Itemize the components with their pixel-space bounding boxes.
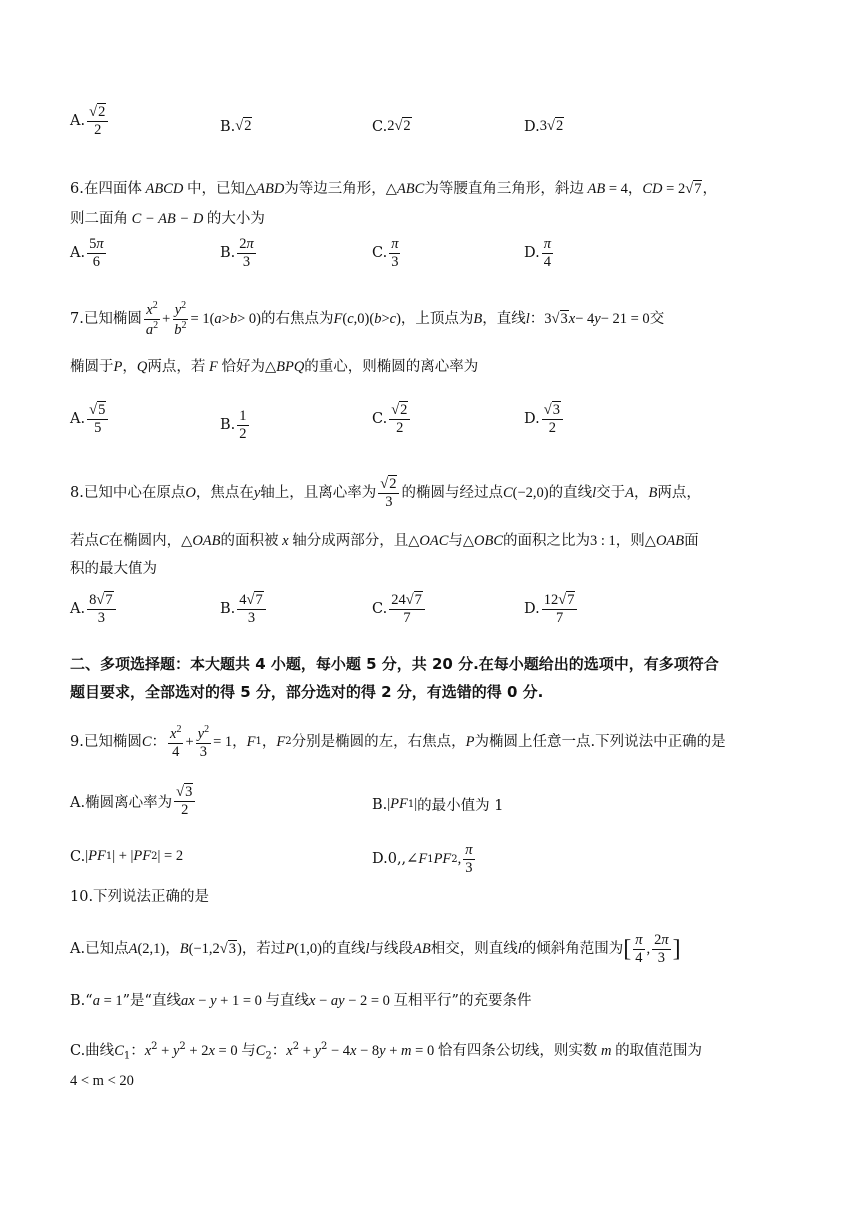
q8-option-a: A. $\frac{8√7}{3}$ — [70, 592, 118, 626]
section2-heading-line2: 题目要求，全部选对的得 5 分，部分选对的得 2 分，有选错的得 0 分. — [70, 683, 544, 701]
q9-option-a: A.椭圆离心率为 $\frac{√3}{2}$ — [70, 784, 197, 818]
q8-stem-line2: 若点C在椭圆内，△OAB的面积被 x 轴分成两部分，且△OAC与△OBC的面积之比为3 : 1，则△OAB面 — [70, 533, 699, 549]
section2-heading-line1: 二、多项选择题：本大题共 4 小题，每小题 5 分，共 20 分.在每小题给出的选项中，有多项符合 — [70, 655, 719, 673]
q7-option-a: A. $\frac{√5}{5}$ — [70, 402, 110, 436]
q6-option-a: A. $\frac{5\pi}{6}$ — [70, 236, 104, 270]
q8-option-b: B. $\frac{4√7}{3}$ — [220, 592, 268, 626]
q6-option-b: B. $\frac{2\pi}{3}$ — [220, 236, 254, 270]
q7-option-b: B. $\frac{1}{2}$ — [220, 408, 247, 442]
q5-option-c: C. 2 √2 — [372, 118, 411, 135]
q8-stem-line3: 积的最大值为 — [70, 561, 157, 577]
q7-option-c: C. $\frac{√2}{2}$ — [372, 402, 412, 436]
q10-option-c-line2: 4 < m < 20 — [70, 1073, 134, 1089]
q8-option-c: C. $\frac{24√7}{7}$ — [372, 592, 427, 626]
q8-stem-line1: 8.已知中心在原点 O ，焦点在 y 轴上，且离心率为 $\frac{√2}{3}$ 的椭圆与经过点 C (−2,0) 的直线 l 交于 A ， B 两点， — [70, 476, 701, 510]
q10-option-b: B.“a = 1”是“直线ax − y + 1 = 0 与直线x − ay − 2 = 0 互相平行”的充要条件 — [70, 993, 532, 1009]
q10-option-a: A.已知点 A (2,1) ， B (−1,2 √3 ) ，若过 P (1,0) 的直线 l 与线段 AB 相交，则直线 l 的倾斜角范围为 [ $\frac{\pi}{4}$ , $\frac{2\pi}{3}$ ] — [70, 932, 681, 966]
q7-stem-line1: 7.已知椭圆 $\frac{x^2}{a^2}$ + $\frac{y^2}{b^2}$ = 1( a > b > 0) 的右焦点为 F ( c ,0)( b > c ) ，上顶点为 B ，直线 l ：3 √3 x − 4 y − 21 = 0 交 — [70, 300, 665, 338]
q8-option-d: D. $\frac{12√7}{7}$ — [524, 592, 579, 626]
q10-title: 10.下列说法正确的是 — [70, 889, 210, 905]
q9-stem: 9.已知椭圆 C ： $\frac{x^2}{4}$ + $\frac{y^2}{3}$ = 1 ， F 1 ， F 2 分别是椭圆的左，右焦点， P 为椭圆上任意一点.下列说法中正确的是 — [70, 724, 726, 760]
q9-option-d: D.0,, ∠ F 1 PF 2 , $\frac{\pi}{3}$ — [372, 842, 473, 876]
q5-option-d: D. 3 √2 — [524, 118, 564, 135]
q6-option-c: C. $\frac{\pi}{3}$ — [372, 236, 399, 270]
q7-stem-line2: 椭圆于P，Q两点，若 F 恰好为△BPQ的重心，则椭圆的离心率为 — [70, 359, 479, 375]
q5-option-b: B. √2 — [220, 118, 252, 135]
q7-option-d: D. $\frac{√3}{2}$ — [524, 402, 565, 436]
q5-option-a: A. $\frac{√2}{2}$ — [70, 104, 110, 138]
q9-option-c: C. | PF 1 | + | PF 2 | = 2 — [70, 848, 184, 865]
q10-option-c-line1: C.曲线$C_1$：$x^2 + y^2 + 2x = 0$ 与$C_2$：$x^2 + y^2 - 4x - 8y + m = 0$ 恰有四条公切线，则实数 m 的取值范围为 — [70, 1041, 703, 1062]
q6-option-d: D. $\frac{\pi}{4}$ — [524, 236, 551, 270]
q9-option-b: B. | PF 1 | 的最小值为 1 — [372, 796, 504, 814]
q6-stem-line2: 则二面角 C − AB − D 的大小为 — [70, 211, 265, 227]
q6-stem-line1: 6.在四面体 ABCD 中，已知△ABD为等边三角形，△ABC为等腰直角三角形，斜边 AB = 4，CD = 2√7， — [70, 181, 717, 197]
